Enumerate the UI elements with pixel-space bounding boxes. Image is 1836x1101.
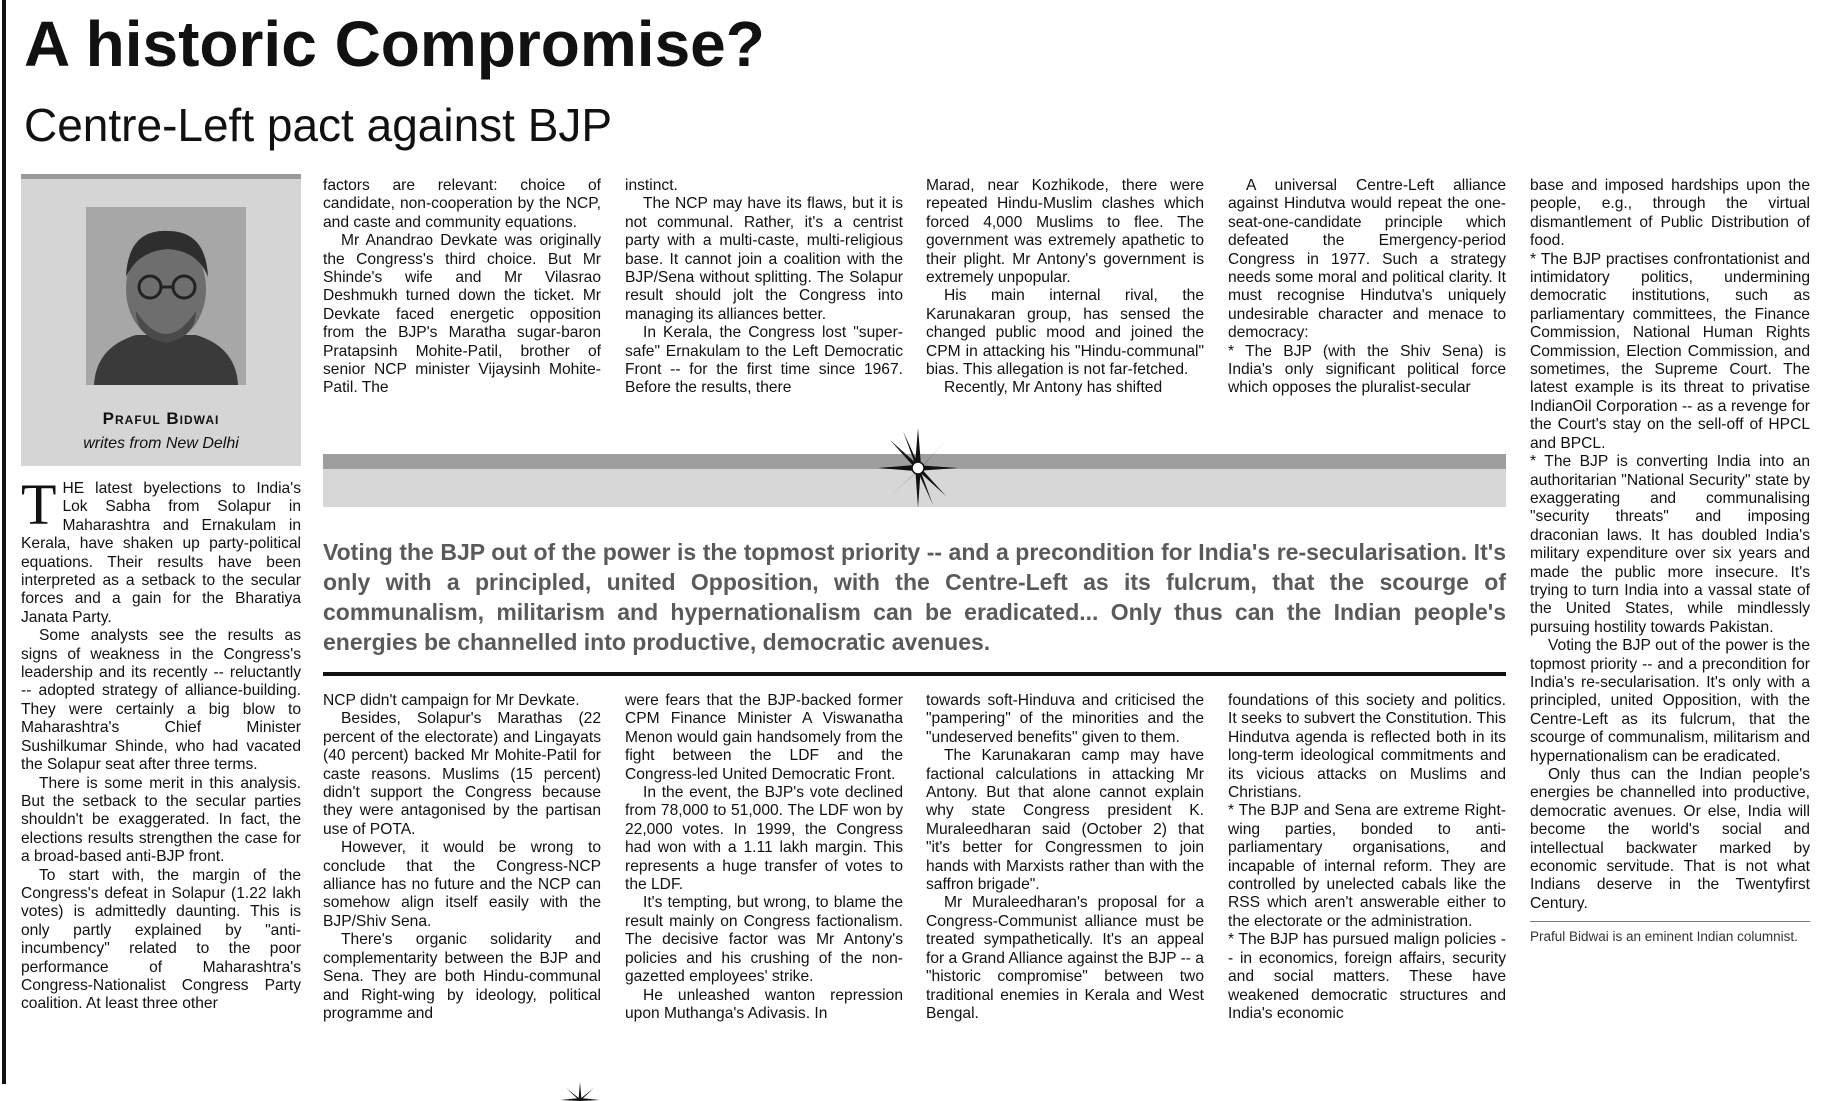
paragraph: * The BJP and Sena are extreme Right-wing parties, bonded to anti-parliamentary organisations, and incapable of internal reform. They are controlled by unelected cabals like the RSS which aren't answerable either to the electorate or the administration. xyxy=(1228,802,1506,930)
dateline: writes from New Delhi xyxy=(83,435,239,452)
column-2-bottom xyxy=(323,692,601,1092)
paragraph: Some analysts see the results as signs of weakness in the Congress's leadership and its recently -- reluctantly -- adopted strategy of alliance-building. They were certainly a big blow to Maharashtra's Chief Minister Sushilkumar Shinde, who had vacated the Solapur seat after three terms. xyxy=(21,627,301,774)
paragraph: In the event, the BJP's vote declined from 78,000 to 51,000. The LDF won by 22,000 votes. In 1999, the Congress had won with a 1.11 lakh margin. This represents a huge transfer of votes to the LDF. xyxy=(625,784,903,894)
byline-box xyxy=(21,174,301,466)
paragraph: Mr Anandrao Devkate was originally the Congress's third choice. But Mr Shinde's wife and Mr Vilasrao Deshmukh turned down the ticket. Mr Devkate faced energetic opposition from the BJP's Maratha sugar-baron Pratapsinh Mohite-Patil, brother of senior NCP minister Vijaysinh Mohite-Patil. The xyxy=(323,232,601,397)
paragraph: * The BJP has pursued malign policies -- in economics, foreign affairs, security and social matters. These have weakened democratic structures and India's economic xyxy=(1228,931,1506,1022)
pullquote: Voting the BJP out of the power is the topmost priority -- and a precondition for India's re-secularisation. It's only with a principled, united Opposition, with the Centre-Left as its fulcrum, that the scourge of communalism, militarism and hypernationalism can be eradicated... Only thus can the Indian people's energies be channelled into productive, democratic avenues. xyxy=(323,539,1506,655)
column-2-top xyxy=(323,177,601,439)
paragraph: Mr Muraleedharan's proposal for a Congress-Communist alliance must be treated sympathetically. It's an appeal for a Grand Alliance against the BJP -- a "historic compromise" between two traditional enemies in Kerala and West Bengal. xyxy=(926,894,1204,1022)
paragraph: instinct. xyxy=(625,177,678,194)
paragraph: were fears that the BJP-backed former CPM Finance Minister A Viswanatha Menon would gain handsomely from the fight between the LDF and the Congress-led United Democratic Front. xyxy=(625,692,903,783)
starburst-ornament xyxy=(878,428,958,508)
paragraph: * The BJP practises confrontationist and intimidatory politics, undermining democratic institutions, such as parliamentary committees, the Finance Commission, National Human Rights Commission, Election Commission, and sometimes, the Supreme Court. The latest example is its threat to privatise IndianOil Corporation -- as a revenge for the Court's stay on the sell-off of HPCL and BPCL. xyxy=(1530,250,1810,452)
column-5-top xyxy=(1228,177,1506,439)
paragraph: To start with, the margin of the Congress's defeat in Solapur (1.22 lakh votes) is admittedly daunting. This is only partly explained by "anti-incumbency" related to the poor performance of Maharashtra's Congress-Nationalist Congress Party coalition. At least three other xyxy=(21,866,301,1013)
author-photo xyxy=(86,207,246,385)
column-6 xyxy=(1530,177,1810,1097)
column-4-top xyxy=(926,177,1204,439)
column-5-bottom xyxy=(1228,692,1506,1092)
column-3-top xyxy=(625,177,903,439)
paragraph: He unleashed wanton repression upon Muthanga's Adivasis. In xyxy=(625,986,903,1022)
paragraph: base and imposed hardships upon the people, e.g., through the virtual dismantlement of Public Distribution of food. xyxy=(1530,177,1810,250)
paragraph: foundations of this society and politics. It seeks to subvert the Constitution. This Hindutva agenda is reflected both in its long-term ideological commitments and its vicious attacks on Muslims and Christians. xyxy=(1228,692,1506,802)
paragraph: Only thus can the Indian people's energies be channelled into productive, democratic avenues. Or else, India will become the world's social and intellectual backwater marked by economic servitude. That is not what Indians deserve in the Twentyfirst Century. xyxy=(1530,766,1810,912)
paragraph: * The BJP is converting India into an authoritarian "National Security" state by exaggerating and communalising "security threats" and imposing draconian laws. It has doubled India's military expenditure over six years and made the public more insecure. It's trying to turn India into a vassal state of the United States, while mindlessly pursuing hostility towards Pakistan. xyxy=(1530,453,1810,636)
column-1 xyxy=(21,480,301,1080)
paragraph: There is some merit in this analysis. But the setback to the secular parties shouldn't be exaggerated. In fact, the elections results strengthen the case for a broad-based anti-BJP front. xyxy=(21,774,301,866)
paragraph: In Kerala, the Congress lost "super-safe" Ernakulam to the Left Democratic Front -- for the first time since 1967. Before the results, there xyxy=(625,324,903,397)
subheadline: Centre-Left pact against BJP xyxy=(24,99,613,151)
paragraph: The NCP may have its flaws, but it is not communal. Rather, it's a centrist party with a multi-caste, multi-religious base. It cannot join a coalition with the BJP/Sena without splitting. The Solapur result should jolt the Congress into managing its alliances better. xyxy=(625,195,903,323)
paragraph: Marad, near Kozhikode, there were repeated Hindu-Muslim clashes which forced 4,000 Muslims to flee. The government was extremely apathetic to their plight. Mr Antony's government is extremely unpopular. xyxy=(926,177,1204,287)
starburst-ornament-small xyxy=(560,1082,600,1101)
headline: A historic Compromise? xyxy=(24,8,765,80)
paragraph: It's tempting, but wrong, to blame the result mainly on Congress factionalism. The decisive factor was Mr Antony's policies and his crushing of the non-gazetted employees' strike. xyxy=(625,894,903,986)
paragraph: The Karunakaran camp may have factional calculations in attacking Mr Antony. But that alone cannot explain why state Congress president K. Muraleedharan said (October 2) that "it's better for Congressmen to join hands with Marxists rather than with the saffron brigade". xyxy=(926,747,1204,894)
left-margin-rule xyxy=(2,0,6,1084)
paragraph: Voting the BJP out of the power is the topmost priority -- and a precondition for India's re-secularisation. It's only with a principled, united Opposition, with the Centre-Left as its fulcrum, that the scourge of communalism, militarism and hypernationalism can be eradicated. xyxy=(1530,637,1810,765)
paragraph: towards soft-Hinduva and criticised the "pampering" of the minorities and the "undeserved benefits" given to them. xyxy=(926,692,1204,746)
author-note: Praful Bidwai is an eminent Indian columnist. xyxy=(1530,921,1810,946)
drop-cap: T xyxy=(21,480,57,537)
paragraph: * The BJP (with the Shiv Sena) is India's only significant political force which opposes the pluralist-secular xyxy=(1228,342,1506,397)
column-4-bottom xyxy=(926,692,1204,1092)
paragraph: factors are relevant: choice of candidate, non-cooperation by the NCP, and caste and community equations. xyxy=(323,177,601,231)
lead-paragraph xyxy=(21,480,301,627)
paragraph: Besides, Solapur's Marathas (22 percent of the electorate) and Lingayats (40 percent) backed Mr Mohite-Patil for caste reasons. Muslims (15 percent) didn't support the Congress because they were antagonised by the partisan use of POTA. xyxy=(323,710,601,838)
lead-text: HE latest byelections to India's Lok Sabha from Solapur in Maharashtra and Ernakulam in Kerala, have shaken up party-political equations. Their results have been interpreted as a setback to the secular forces and a gain for the Bharatiya Janata Party. xyxy=(21,480,301,626)
paragraph: NCP didn't campaign for Mr Devkate. xyxy=(323,692,580,709)
column-3-bottom xyxy=(625,692,903,1092)
author-name: Praful Bidwai xyxy=(102,409,220,428)
pullquote-rule xyxy=(323,672,1506,676)
paragraph: However, it would be wrong to conclude that the Congress-NCP alliance has no future and the NCP can somehow align itself easily with the BJP/Shiv Sena. xyxy=(323,839,601,930)
paragraph: A universal Centre-Left alliance against Hindutva would repeat the one-seat-one-candidate principle which defeated the Emergency-period Congress in 1977. Such a strategy needs some moral and political clarity. It must recognise Hindutva's uniquely undesirable character and menace to democracy: xyxy=(1228,177,1506,342)
paragraph: Recently, Mr Antony has shifted xyxy=(944,379,1163,397)
paragraph: There's organic solidarity and complementarity between the BJP and Sena. They are both Hindu-communal and Right-wing by ideology, political programme and xyxy=(323,931,601,1022)
paragraph: His main internal rival, the Karunakaran group, has sensed the changed public mood and joined the CPM in attacking his "Hindu-communal" bias. This allegation is not far-fetched. xyxy=(926,287,1204,379)
